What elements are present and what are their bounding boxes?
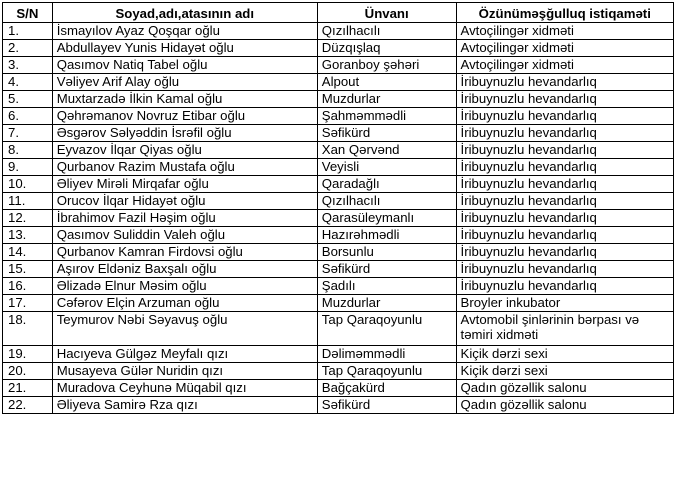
beneficiaries-table [2, 2, 674, 414]
table-row [3, 362, 674, 379]
row-name: İsmayılov Ayaz Qoşqar oğlu [52, 22, 317, 39]
row-number: 22. [3, 396, 53, 413]
row-address: Alpout [317, 73, 456, 90]
row-number: 9. [3, 158, 53, 175]
row-direction: Broyler inkubator [456, 294, 673, 311]
row-number: 19. [3, 345, 53, 362]
row-number: 21. [3, 379, 53, 396]
row-number: 15. [3, 260, 53, 277]
row-name: Qəhrəmanov Novruz Etibar oğlu [52, 107, 317, 124]
row-address: Muzdurlar [317, 90, 456, 107]
row-direction: İribuynuzlu hevandarlıq [456, 192, 673, 209]
row-address: Borsunlu [317, 243, 456, 260]
row-direction: İribuynuzlu hevandarlıq [456, 226, 673, 243]
row-direction: Avtoçilingər xidməti [456, 56, 673, 73]
table-row [3, 379, 674, 396]
row-direction: İribuynuzlu hevandarlıq [456, 260, 673, 277]
row-name: Musayeva Gülər Nuridin qızı [52, 362, 317, 379]
row-direction: Avtoçilingər xidməti [456, 39, 673, 56]
row-direction: İribuynuzlu hevandarlıq [456, 243, 673, 260]
row-name: Əliyeva Samirə Rza qızı [52, 396, 317, 413]
row-name: Abdullayev Yunis Hidayət oğlu [52, 39, 317, 56]
row-name: Əsgərov Səlyəddin İsrəfil oğlu [52, 124, 317, 141]
row-address: Bağçakürd [317, 379, 456, 396]
row-number: 16. [3, 277, 53, 294]
row-address: Hazırəhmədli [317, 226, 456, 243]
row-address: Səfikürd [317, 124, 456, 141]
row-address: Şadılı [317, 277, 456, 294]
row-name: Vəliyev Arif Alay oğlu [52, 73, 317, 90]
table-row [3, 294, 674, 311]
table-row [3, 260, 674, 277]
row-number: 14. [3, 243, 53, 260]
row-direction: İribuynuzlu hevandarlıq [456, 277, 673, 294]
row-number: 12. [3, 209, 53, 226]
row-number: 4. [3, 73, 53, 90]
row-address: Qaradağlı [317, 175, 456, 192]
row-number: 10. [3, 175, 53, 192]
table-row [3, 90, 674, 107]
row-name: Qurbanov Razim Mustafa oğlu [52, 158, 317, 175]
row-name: Aşırov Eldəniz Baxşalı oğlu [52, 260, 317, 277]
row-address: Düzqışlaq [317, 39, 456, 56]
row-name: Əlizadə Elnur Məsim oğlu [52, 277, 317, 294]
table-row [3, 175, 674, 192]
row-address: Xan Qərvənd [317, 141, 456, 158]
row-name: Orucov İlqar Hidayət oğlu [52, 192, 317, 209]
row-name: Teymurov Nəbi Səyavuş oğlu [52, 311, 317, 345]
table-container [2, 2, 674, 414]
row-number: 2. [3, 39, 53, 56]
row-name: İbrahimov Fazil Həşim oğlu [52, 209, 317, 226]
table-row [3, 158, 674, 175]
row-address: Şahməmmədli [317, 107, 456, 124]
row-name: Eyvazov İlqar Qiyas oğlu [52, 141, 317, 158]
row-direction: Kiçik dərzi sexi [456, 362, 673, 379]
table-row [3, 226, 674, 243]
row-direction: İribuynuzlu hevandarlıq [456, 158, 673, 175]
table-row [3, 56, 674, 73]
table-row [3, 22, 674, 39]
row-number: 6. [3, 107, 53, 124]
row-name: Qasımov Natiq Tabel oğlu [52, 56, 317, 73]
row-number: 13. [3, 226, 53, 243]
row-number: 8. [3, 141, 53, 158]
row-direction: Qadın gözəllik salonu [456, 379, 673, 396]
row-name: Muradova Ceyhunə Müqabil qızı [52, 379, 317, 396]
row-address: Muzdurlar [317, 294, 456, 311]
table-body [3, 22, 674, 413]
row-direction: Qadın gözəllik salonu [456, 396, 673, 413]
row-direction: İribuynuzlu hevandarlıq [456, 90, 673, 107]
table-row [3, 396, 674, 413]
table-row [3, 311, 674, 345]
row-direction: İribuynuzlu hevandarlıq [456, 141, 673, 158]
table-row [3, 243, 674, 260]
row-name: Cəfərov Elçin Arzuman oğlu [52, 294, 317, 311]
row-name: Əliyev Mirəli Mirqafar oğlu [52, 175, 317, 192]
row-number: 18. [3, 311, 53, 345]
row-address: Tap Qaraqoyunlu [317, 362, 456, 379]
table-row [3, 124, 674, 141]
row-name: Qasımov Suliddin Valeh oğlu [52, 226, 317, 243]
row-direction: İribuynuzlu hevandarlıq [456, 73, 673, 90]
row-name: Qurbanov Kamran Firdovsi oğlu [52, 243, 317, 260]
row-number: 20. [3, 362, 53, 379]
row-number: 5. [3, 90, 53, 107]
header-direction: Özünüməşğulluq istiqaməti [456, 3, 673, 23]
row-direction: Avtoçilingər xidməti [456, 22, 673, 39]
table-row [3, 39, 674, 56]
row-address: Qızılhacılı [317, 192, 456, 209]
row-number: 3. [3, 56, 53, 73]
table-row [3, 345, 674, 362]
row-number: 7. [3, 124, 53, 141]
header-address: Ünvanı [317, 3, 456, 23]
row-address: Goranboy şəhəri [317, 56, 456, 73]
table-header-row [3, 3, 674, 23]
row-address: Tap Qaraqoyunlu [317, 311, 456, 345]
row-address: Veyisli [317, 158, 456, 175]
table-row [3, 209, 674, 226]
row-name: Muxtarzadə İlkin Kamal oğlu [52, 90, 317, 107]
table-row [3, 73, 674, 90]
table-row [3, 192, 674, 209]
header-sn: S/N [3, 3, 53, 23]
row-address: Qarasüleymanlı [317, 209, 456, 226]
row-address: Qızılhacılı [317, 22, 456, 39]
row-address: Səfikürd [317, 396, 456, 413]
table-row [3, 107, 674, 124]
row-direction: İribuynuzlu hevandarlıq [456, 107, 673, 124]
row-direction: Kiçik dərzi sexi [456, 345, 673, 362]
row-direction: Avtomobil şinlərinin bərpası və təmiri xidməti [456, 311, 673, 345]
row-direction: İribuynuzlu hevandarlıq [456, 124, 673, 141]
row-address: Səfikürd [317, 260, 456, 277]
row-direction: İribuynuzlu hevandarlıq [456, 209, 673, 226]
row-address: Dəliməmmədli [317, 345, 456, 362]
row-name: Hacıyeva Gülgəz Meyfalı qızı [52, 345, 317, 362]
row-number: 11. [3, 192, 53, 209]
row-number: 17. [3, 294, 53, 311]
row-direction: İribuynuzlu hevandarlıq [456, 175, 673, 192]
table-row [3, 141, 674, 158]
row-number: 1. [3, 22, 53, 39]
table-row [3, 277, 674, 294]
header-name: Soyad,adı,atasının adı [52, 3, 317, 23]
